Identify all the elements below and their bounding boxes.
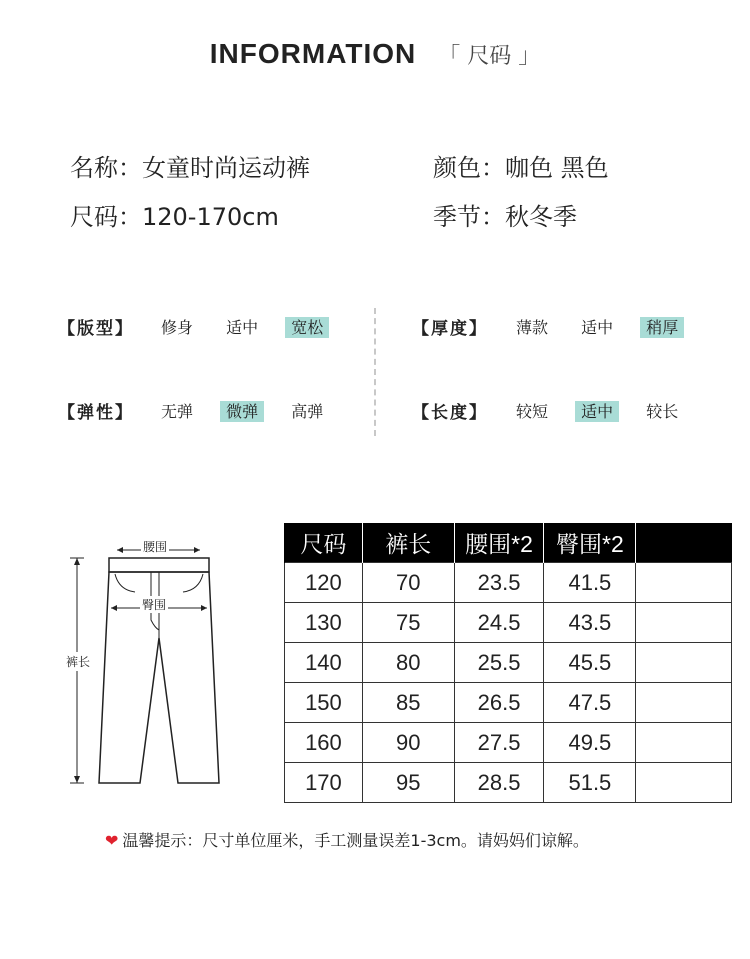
table-cell: 130 bbox=[285, 603, 363, 643]
diagram-hip-label: 臀围 bbox=[142, 598, 167, 612]
attr-option-selected: 微弹 bbox=[220, 401, 264, 422]
attr-option: 较短 bbox=[516, 402, 549, 421]
table-cell: 24.5 bbox=[454, 603, 544, 643]
tip-text: 温馨提示：尺寸单位厘米，手工测量误差1-3cm。请妈妈们谅解。 bbox=[122, 831, 589, 850]
table-cell: 140 bbox=[285, 643, 363, 683]
waist-arrow-left bbox=[117, 547, 123, 553]
attributes-divider bbox=[374, 308, 376, 436]
table-cell: 85 bbox=[362, 683, 454, 723]
table-cell: 27.5 bbox=[454, 723, 544, 763]
table-cell: 23.5 bbox=[454, 563, 544, 603]
attr-elasticity-options bbox=[155, 399, 329, 422]
table-cell bbox=[636, 763, 732, 803]
tip bbox=[105, 828, 589, 851]
attr-elasticity-label: 【弹性】 bbox=[58, 403, 134, 423]
table-cell: 25.5 bbox=[454, 643, 544, 683]
table-cell: 80 bbox=[362, 643, 454, 683]
table-cell: 120 bbox=[285, 563, 363, 603]
waistband bbox=[109, 558, 209, 572]
heart-icon: ❤ bbox=[105, 831, 119, 850]
table-cell bbox=[636, 643, 732, 683]
info-size: 尺码：120-170cm bbox=[70, 203, 279, 231]
attr-length-label: 【长度】 bbox=[412, 403, 488, 423]
attr-option: 适中 bbox=[581, 318, 614, 337]
attr-option: 较长 bbox=[646, 402, 679, 421]
attr-option: 薄款 bbox=[516, 318, 549, 337]
table-cell: 70 bbox=[362, 563, 454, 603]
table-cell: 95 bbox=[362, 763, 454, 803]
table-row bbox=[285, 603, 732, 643]
info-season: 季节：秋冬季 bbox=[433, 203, 577, 231]
table-cell: 160 bbox=[285, 723, 363, 763]
table-cell bbox=[636, 683, 732, 723]
table-cell: 43.5 bbox=[544, 603, 636, 643]
attr-option: 无弹 bbox=[161, 402, 194, 421]
table-header-cell: 裤长 bbox=[362, 523, 454, 563]
table-cell: 51.5 bbox=[544, 763, 636, 803]
attr-option: 修身 bbox=[161, 318, 194, 337]
length-arrow-top bbox=[74, 558, 80, 565]
size-table bbox=[284, 523, 732, 803]
table-header-cell: 尺码 bbox=[285, 523, 363, 563]
table-header-cell: 腰围*2 bbox=[454, 523, 544, 563]
attr-length-options bbox=[510, 399, 684, 422]
table-cell: 47.5 bbox=[544, 683, 636, 723]
attr-fit-label: 【版型】 bbox=[58, 319, 134, 339]
attr-fit-options bbox=[155, 315, 329, 338]
diagram-length-label: 裤长 bbox=[66, 652, 90, 671]
table-header-cell: 臀围*2 bbox=[544, 523, 636, 563]
attr-elasticity bbox=[58, 398, 134, 423]
attr-fit bbox=[58, 314, 134, 339]
table-header-cell bbox=[636, 523, 732, 563]
table-cell: 170 bbox=[285, 763, 363, 803]
table-cell: 41.5 bbox=[544, 563, 636, 603]
table-cell bbox=[636, 723, 732, 763]
table-row bbox=[285, 683, 732, 723]
attr-option-selected: 宽松 bbox=[285, 317, 329, 338]
table-cell bbox=[636, 563, 732, 603]
attr-thickness bbox=[412, 314, 488, 339]
table-row bbox=[285, 763, 732, 803]
attr-option-selected: 适中 bbox=[575, 401, 619, 422]
attr-thickness-options bbox=[510, 315, 684, 338]
table-cell: 45.5 bbox=[544, 643, 636, 683]
attr-option-selected: 稍厚 bbox=[640, 317, 684, 338]
attr-thickness-label: 【厚度】 bbox=[412, 319, 488, 339]
attr-length bbox=[412, 398, 488, 423]
info-color: 颜色：咖色 黑色 bbox=[433, 154, 609, 182]
header-title-en: INFORMATION bbox=[209, 38, 417, 69]
table-cell: 49.5 bbox=[544, 723, 636, 763]
table-cell: 90 bbox=[362, 723, 454, 763]
table-cell: 28.5 bbox=[454, 763, 544, 803]
table-row bbox=[285, 643, 732, 683]
attr-option: 适中 bbox=[226, 318, 259, 337]
length-arrow-bottom bbox=[74, 776, 80, 783]
table-row bbox=[285, 723, 732, 763]
table-cell bbox=[636, 603, 732, 643]
info-name: 名称：女童时尚运动裤 bbox=[70, 154, 310, 182]
table-cell: 26.5 bbox=[454, 683, 544, 723]
waist-arrow-right bbox=[194, 547, 200, 553]
attr-option: 高弹 bbox=[291, 402, 324, 421]
table-cell: 75 bbox=[362, 603, 454, 643]
page-header bbox=[0, 38, 750, 70]
table-header-row bbox=[285, 523, 732, 563]
table-cell: 150 bbox=[285, 683, 363, 723]
table-row bbox=[285, 563, 732, 603]
header-title-zh: 「 尺码 」 bbox=[438, 44, 541, 69]
diagram-waist-label: 腰围 bbox=[143, 540, 168, 554]
